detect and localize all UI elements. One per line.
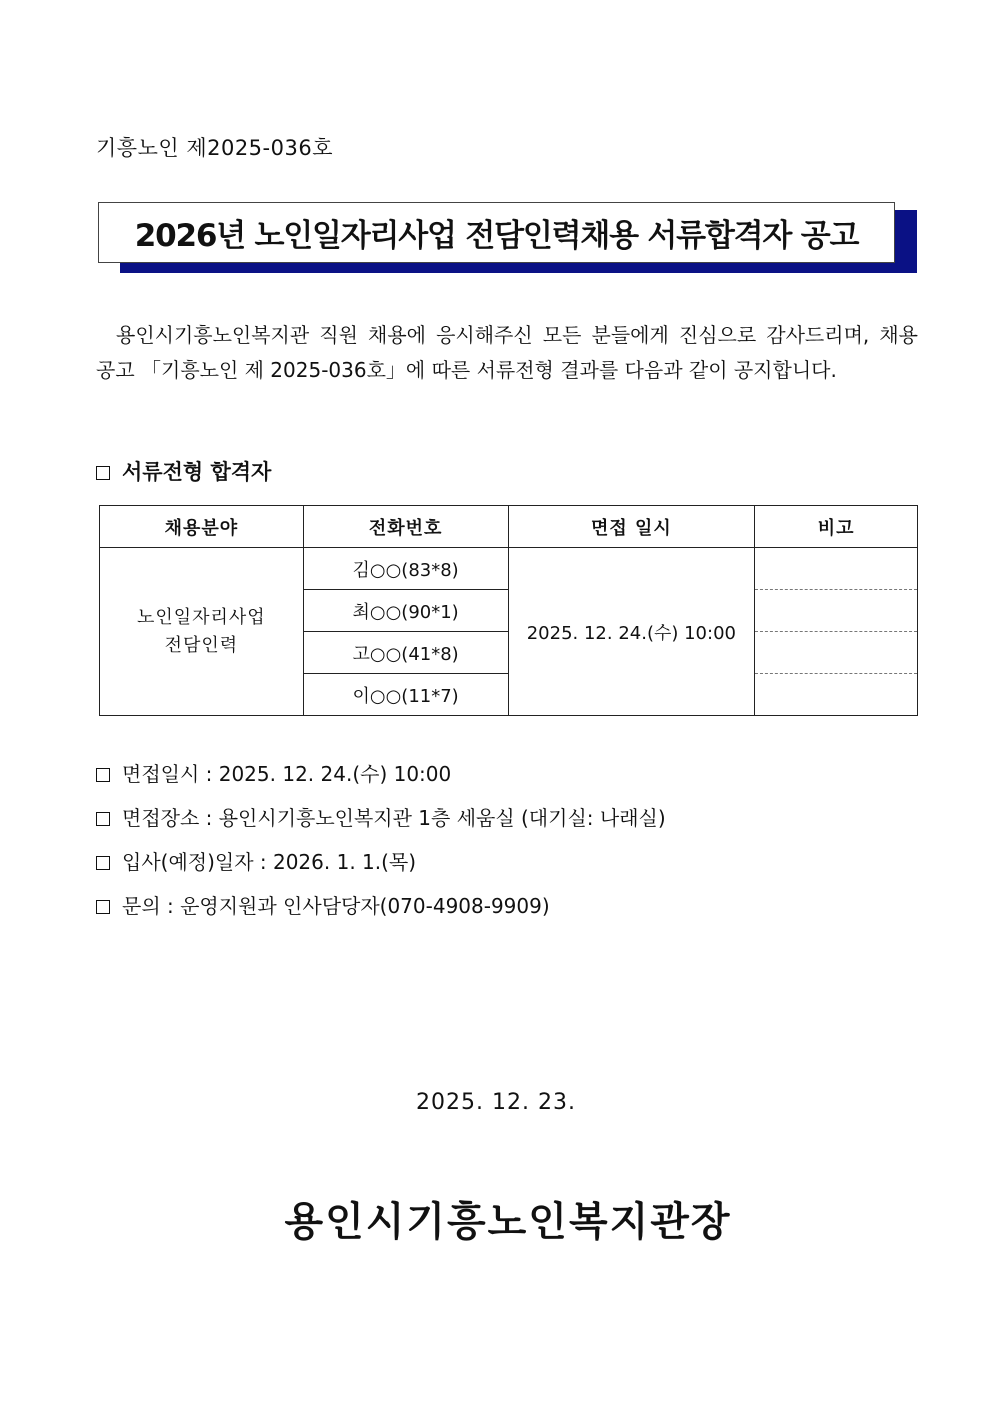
header-interview: 면접 일시 [508, 506, 755, 548]
info-text: 면접장소 : 용인시기흥노인복지관 1층 세움실 (대기실: 나래실) [122, 806, 666, 830]
header-phone: 전화번호 [303, 506, 508, 548]
results-table [99, 505, 918, 716]
info-interview-location [96, 802, 666, 831]
checkbox-square-icon [96, 856, 110, 870]
page-title: 2026년 노인일자리사업 전담인력채용 서류합격자 공고 [98, 202, 895, 263]
info-text: 면접일시 : 2025. 12. 24.(수) 10:00 [122, 762, 452, 786]
intro-line-2: 공고 「기흥노인 제 2025-036호」에 따른 서류전형 결과를 다음과 같이 공지합니다. [96, 358, 837, 382]
signature: 용인시기흥노인복지관장 [284, 1199, 732, 1245]
field-line-2: 전담인력 [164, 634, 239, 656]
header-remarks: 비고 [755, 506, 918, 548]
table-row [100, 548, 918, 590]
info-start-date [96, 846, 416, 875]
document-number: 기흥노인 제2025-036호 [96, 136, 333, 160]
remarks-cell [755, 590, 918, 632]
info-text: 문의 : 운영지원과 인사담당자(070-4908-9909) [122, 894, 550, 918]
remarks-cell [755, 674, 918, 716]
header-field: 채용분야 [100, 506, 304, 548]
intro-paragraph [96, 318, 918, 388]
remarks-cell [755, 548, 918, 590]
checkbox-square-icon [96, 812, 110, 826]
intro-line-1: 용인시기흥노인복지관 직원 채용에 응시해주신 모든 분들에게 진심으로 감사드리며, 채용 [116, 323, 918, 347]
checkbox-square-icon [96, 768, 110, 782]
field-line-1: 노인일자리사업 [136, 606, 266, 628]
applicant-cell: 최○○(90*1) [303, 590, 508, 632]
info-contact [96, 890, 550, 919]
field-cell [100, 548, 304, 716]
section-heading-label: 서류전형 합격자 [122, 460, 272, 484]
interview-cell: 2025. 12. 24.(수) 10:00 [508, 548, 755, 716]
notice-date: 2025. 12. 23. [416, 1090, 576, 1115]
applicant-cell: 김○○(83*8) [303, 548, 508, 590]
section-heading [96, 456, 271, 486]
checkbox-square-icon [96, 466, 110, 480]
checkbox-square-icon [96, 900, 110, 914]
info-interview-datetime [96, 758, 451, 787]
applicant-cell: 이○○(11*7) [303, 674, 508, 716]
applicant-cell: 고○○(41*8) [303, 632, 508, 674]
remarks-cell [755, 632, 918, 674]
info-text: 입사(예정)일자 : 2026. 1. 1.(목) [122, 850, 417, 874]
table-header-row [100, 506, 918, 548]
